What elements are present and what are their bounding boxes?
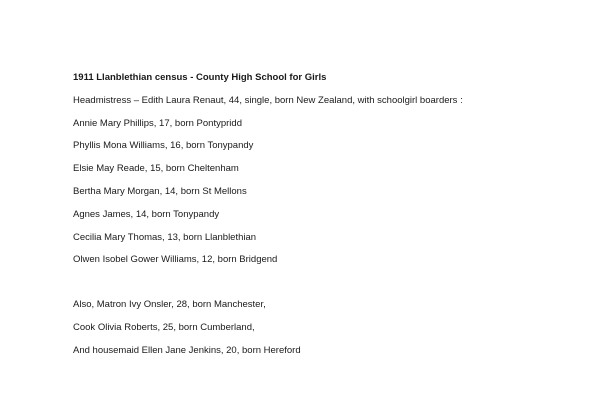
staff-line: Also, Matron Ivy Onsler, 28, born Manchester, xyxy=(73,299,266,311)
boarder-line: Annie Mary Phillips, 17, born Pontypridd xyxy=(73,117,242,129)
headmistress-line: Headmistress – Edith Laura Renaut, 44, single, born New Zealand, with schoolgirl boarders : xyxy=(73,94,463,106)
boarder-line: Phyllis Mona Williams, 16, born Tonypandy xyxy=(73,140,254,152)
boarder-line: Agnes James, 14, born Tonypandy xyxy=(73,208,220,220)
staff-line: Cook Olivia Roberts, 25, born Cumberland, xyxy=(73,321,255,333)
boarder-line: Olwen Isobel Gower Williams, 12, born Bridgend xyxy=(73,254,278,266)
document-body xyxy=(73,72,573,368)
boarder-line: Elsie May Reade, 15, born Cheltenham xyxy=(73,163,239,175)
boarder-line: Bertha Mary Morgan, 14, born St Mellons xyxy=(73,185,247,197)
staff-line: And housemaid Ellen Jane Jenkins, 20, born Hereford xyxy=(73,344,301,356)
document-title: 1911 Llanblethian census - County High School for Girls xyxy=(73,72,327,83)
paragraph-spacer xyxy=(73,277,573,299)
boarder-line: Cecilia Mary Thomas, 13, born Llanblethian xyxy=(73,231,257,243)
